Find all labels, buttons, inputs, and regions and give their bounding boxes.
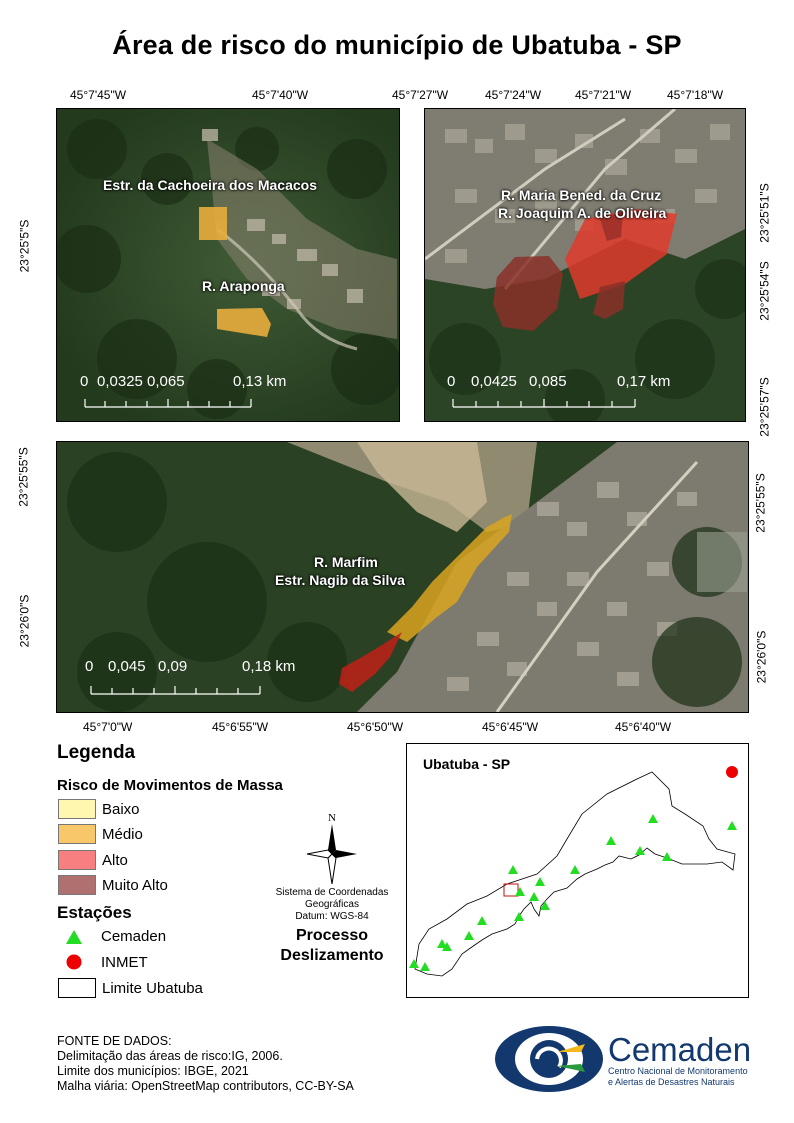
legend-swatch xyxy=(58,799,96,819)
panel3-bottom-coord: 45°6'40"W xyxy=(615,720,672,734)
legend-swatch xyxy=(58,978,96,998)
panel2-right-coord: 23°25'57"S xyxy=(757,377,772,437)
legend-item-baixo: Baixo xyxy=(58,799,140,819)
inset-map[interactable] xyxy=(406,743,749,998)
street-label: Estr. Nagib da Silva xyxy=(275,572,405,588)
north-letter: N xyxy=(328,812,336,824)
panel3-left-coord: 23°25'55"S xyxy=(16,447,31,507)
crs-line: Geográficas xyxy=(305,899,359,910)
scale-label: 0,0425 xyxy=(471,373,517,390)
legend-item-cemaden: Cemaden xyxy=(65,928,166,945)
street-label: R. Araponga xyxy=(202,278,285,294)
panel3-bottom-coord: 45°6'45"W xyxy=(482,720,539,734)
logo-name: Cemaden xyxy=(608,1031,752,1068)
panel2-right-coord: 23°25'54"S xyxy=(757,261,772,321)
panel3-bottom-coord: 45°6'50"W xyxy=(347,720,404,734)
map-panel-maria-benedita[interactable] xyxy=(424,108,746,422)
source-line: Malha viária: OpenStreetMap contributors, CC-BY-SA xyxy=(57,1079,354,1093)
crs-line: Datum: WGS-84 xyxy=(295,911,369,922)
scale-label: 0,17 km xyxy=(617,373,671,390)
legend-item-inmet: INMET xyxy=(65,953,148,971)
scale-label: 0,085 xyxy=(529,373,567,390)
risk-area-medium[interactable] xyxy=(199,207,227,240)
circle-icon xyxy=(65,953,83,971)
map-panel-araponga[interactable] xyxy=(56,108,400,422)
logo-subtitle: e Alertas de Desastres Naturais xyxy=(608,1077,735,1087)
process-title: Processo xyxy=(295,927,369,944)
inset-stations xyxy=(407,744,748,997)
scale-label: 0,13 km xyxy=(233,373,287,390)
crs-line: Sistema de Coordenadas xyxy=(275,887,389,898)
street-label: Estr. da Cachoeira dos Macacos xyxy=(103,177,317,193)
panel2-top-coord: 45°7'18"W xyxy=(667,88,724,102)
panel1-top-coord: 45°7'45"W xyxy=(70,88,127,102)
scale-label: 0 xyxy=(80,373,89,390)
scale-label: 0 xyxy=(447,373,456,390)
source-line: Limite dos municípios: IBGE, 2021 xyxy=(57,1064,249,1078)
panel3-left-coord: 23°26'0"S xyxy=(17,594,32,648)
triangle-icon xyxy=(65,929,83,945)
inset-title: Ubatuba - SP xyxy=(423,756,511,772)
map-title: Área de risco do município de Ubatuba - SP xyxy=(112,30,682,60)
legend-swatch xyxy=(58,824,96,844)
panel3-bottom-coord: 45°7'0"W xyxy=(83,720,133,734)
scale-label: 0,09 xyxy=(158,658,188,675)
legend-title: Legenda xyxy=(57,742,136,763)
street-label: R. Joaquim A. de Oliveira xyxy=(498,205,667,221)
legend-item-medio: Médio xyxy=(58,824,143,844)
legend-swatch xyxy=(58,850,96,870)
legend-item-limite: Limite Ubatuba xyxy=(58,978,203,998)
panel2-top-coord: 45°7'21"W xyxy=(575,88,632,102)
legend-item-alto: Alto xyxy=(58,850,128,870)
panel2-right-coord: 23°25'51"S xyxy=(757,183,772,243)
panel3-right-coord: 23°25'55"S xyxy=(753,473,768,533)
logo-subtitle: Centro Nacional de Monitoramento xyxy=(608,1066,748,1076)
source-line: FONTE DE DADOS: xyxy=(57,1034,172,1048)
source-line: Delimitação das áreas de risco:IG, 2006. xyxy=(57,1049,283,1063)
process-title: Deslizamento xyxy=(280,947,384,964)
map-panel-marfim[interactable] xyxy=(56,441,749,713)
panel3-bottom-coord: 45°6'55"W xyxy=(212,720,269,734)
scale-label: 0,18 km xyxy=(242,658,296,675)
scale-label: 0,0325 xyxy=(97,373,143,390)
stations-legend-title: Estações xyxy=(57,903,132,922)
scale-label: 0,065 xyxy=(147,373,185,390)
panel2-top-coord: 45°7'24"W xyxy=(485,88,542,102)
panel2-top-coord: 45°7'27"W xyxy=(392,88,449,102)
cemaden-logo-icon xyxy=(493,1022,605,1096)
legend-swatch xyxy=(58,875,96,895)
street-label: R. Maria Bened. da Cruz xyxy=(501,187,662,203)
scale-label: 0,045 xyxy=(108,658,146,675)
legend-item-muito-alto: Muito Alto xyxy=(58,875,168,895)
panel3-right-coord: 23°26'0"S xyxy=(754,630,769,684)
street-label: R. Marfim xyxy=(314,554,378,570)
scale-label: 0 xyxy=(85,658,94,675)
panel1-left-coord: 23°25'5"S xyxy=(17,219,32,273)
risk-legend-title: Risco de Movimentos de Massa xyxy=(57,777,283,794)
panel1-top-coord: 45°7'40"W xyxy=(252,88,309,102)
